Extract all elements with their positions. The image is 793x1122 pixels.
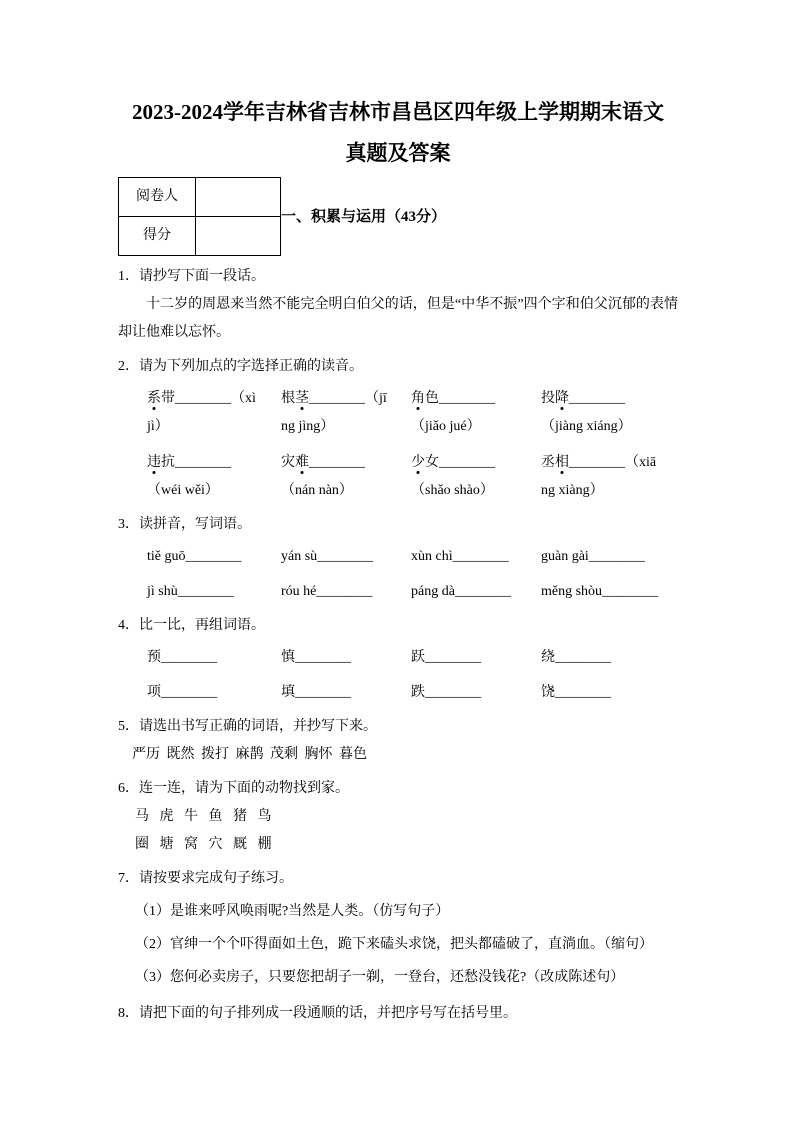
answer-blank: ________: [317, 549, 374, 564]
answer-blank: ________: [569, 455, 625, 470]
pinyin-option: （shǎo shào）: [411, 483, 494, 498]
page-title-line2: 真题及答案: [345, 141, 451, 165]
pinyin-option: （xì: [231, 391, 256, 406]
question-1-passage: 十二岁的周恩来当然不能完全明白伯父的话，但是“中华不振”四个字和伯父沉郁的表情却让他难以忘怀。: [118, 297, 678, 340]
pinyin-choice-cell: [281, 449, 411, 505]
question-5: [118, 713, 678, 769]
compare-word-cell: [541, 679, 678, 707]
compare-word-cell: [411, 644, 541, 672]
question-6: [118, 775, 678, 859]
pinyin-write-cell: [147, 578, 281, 606]
question-1: [118, 263, 678, 347]
pinyin-choice-line1: [147, 449, 281, 477]
character: 项: [147, 685, 161, 700]
compare-word-cell: [541, 644, 678, 672]
pinyin-text: jì shù: [147, 584, 178, 599]
dotted-word: 违抗: [147, 455, 175, 470]
pinyin-choice-cell: [411, 385, 541, 441]
pinyin-option: （nán nàn）: [281, 483, 353, 498]
question-8-prompt: 8．请把下面的句子排列成一段通顺的话，并把序号写在括号里。: [118, 1006, 517, 1021]
pinyin-choice-line1: [147, 385, 281, 413]
answer-blank: ________: [309, 455, 365, 470]
question-1-prompt: 1．请抄写下面一段话。: [118, 269, 265, 284]
answer-blank: ________: [569, 391, 625, 406]
answer-blank: ________: [175, 391, 231, 406]
pinyin-text: měng shòu: [541, 584, 603, 599]
answer-blank: ________: [175, 455, 231, 470]
pinyin-choice-row: [147, 449, 678, 505]
pinyin-choice-cell: [147, 385, 281, 441]
character: 绕: [541, 650, 555, 665]
pinyin-write-cell: [281, 543, 411, 571]
score-table-row: [119, 178, 281, 217]
dotted-word: 灾难: [281, 455, 309, 470]
pinyin-choice-line1: [281, 385, 411, 413]
pinyin-text: guàn gài: [541, 549, 589, 564]
section-1-heading: 一、积累与运用（43分）: [281, 209, 447, 225]
answer-blank: ________: [425, 685, 481, 700]
compare-word-cell: [147, 644, 281, 672]
compare-word-row: [147, 679, 678, 707]
compare-word-row: [147, 644, 678, 672]
character: 跃: [411, 650, 425, 665]
question-3: [118, 511, 678, 606]
dotted-word: 投降: [541, 391, 569, 406]
pinyin-option: （xiā: [625, 455, 657, 470]
compare-word-cell: [411, 679, 541, 707]
dotted-word: 系带: [147, 391, 175, 406]
word-choices: 严历 既然 拨打 麻鹊 茂剩 胸怀 暮色: [132, 747, 367, 762]
pinyin-write-row: [147, 578, 678, 606]
pinyin-option: （jī: [365, 391, 387, 406]
question-6-prompt: 6．连一连，请为下面的动物找到家。: [118, 781, 349, 796]
pinyin-text: xùn chì: [411, 549, 453, 564]
question-4: [118, 612, 678, 707]
pinyin-choice-line1: [411, 385, 541, 413]
pinyin-choice-line1: [281, 449, 411, 477]
pinyin-text: tiě guō: [147, 549, 186, 564]
pinyin-choice-cell: [411, 449, 541, 505]
score-table-row: [119, 217, 281, 256]
answer-blank: ________: [602, 584, 659, 599]
answer-blank: ________: [454, 584, 511, 599]
pinyin-option: jì）: [147, 419, 169, 434]
answer-blank: ________: [316, 584, 373, 599]
pinyin-choice-line1: [411, 449, 541, 477]
answer-blank: ________: [555, 650, 611, 665]
page-title: [118, 92, 678, 174]
character: 慎: [281, 650, 295, 665]
question-7-item-1: （1）是谁来呼风唤雨呢?当然是人类。（仿写句子）: [135, 904, 450, 919]
score-table-grader-label: 阅卷人: [119, 178, 196, 217]
animals-line: 马 虎 牛 鱼 猪 鸟: [135, 809, 272, 824]
pinyin-write-cell: [541, 578, 678, 606]
score-block: [118, 177, 678, 257]
character: 跌: [411, 685, 425, 700]
pinyin-choice-cell: [541, 449, 678, 505]
question-7-prompt: 7．请按要求完成句子练习。: [118, 871, 293, 886]
score-table-score-value-cell: [196, 217, 281, 256]
pinyin-choice-cell: [541, 385, 678, 441]
answer-blank: ________: [439, 391, 495, 406]
pinyin-option: ng jìng）: [281, 419, 335, 434]
answer-blank: ________: [309, 391, 365, 406]
dotted-word: 角色: [411, 391, 439, 406]
question-4-prompt: 4．比一比，再组词语。: [118, 618, 265, 633]
score-table-score-label: 得分: [119, 217, 196, 256]
pinyin-option: （jiàng xiáng）: [541, 419, 632, 434]
pinyin-choice-row: [147, 385, 678, 441]
answer-blank: ________: [425, 650, 481, 665]
answer-blank: ________: [588, 549, 645, 564]
question-7: [118, 865, 678, 992]
pinyin-write-cell: [541, 543, 678, 571]
character: 填: [281, 685, 295, 700]
dotted-word: 丞相: [541, 455, 569, 470]
score-table: [118, 177, 281, 256]
pinyin-option: （wéi wěi）: [147, 483, 219, 498]
pinyin-choice-line1: [541, 385, 678, 413]
pinyin-write-cell: [411, 543, 541, 571]
question-7-item-3: （3）您何必卖房子，只要您把胡子一剃，一登台，还愁没钱花?（改成陈述句）: [135, 970, 625, 985]
question-3-prompt: 3．读拼音，写词语。: [118, 517, 251, 532]
question-8: [118, 1000, 678, 1028]
answer-blank: ________: [161, 685, 217, 700]
pinyin-choice-cell: [147, 449, 281, 505]
pinyin-text: róu hé: [281, 584, 317, 599]
compare-word-cell: [147, 679, 281, 707]
pinyin-option: （jiǎo jué）: [411, 419, 481, 434]
pinyin-write-cell: [281, 578, 411, 606]
dotted-word: 少女: [411, 455, 439, 470]
answer-blank: ________: [555, 685, 611, 700]
pinyin-write-cell: [411, 578, 541, 606]
answer-blank: ________: [177, 584, 234, 599]
pinyin-option: ng xiàng）: [541, 483, 604, 498]
answer-blank: ________: [161, 650, 217, 665]
answer-blank: ________: [439, 455, 495, 470]
page-title-line1: 2023-2024学年吉林省吉林市昌邑区四年级上学期期末语文: [132, 100, 664, 124]
question-7-item-2: （2）官绅一个个吓得面如土色，跪下来磕头求饶，把头都磕破了，直淌血。（缩句）: [135, 937, 653, 952]
pinyin-text: páng dà: [411, 584, 455, 599]
compare-word-cell: [281, 644, 411, 672]
question-2-prompt: 2．请为下列加点的字选择正确的读音。: [118, 359, 363, 374]
homes-line: 圈 塘 窝 穴 厩 棚: [135, 837, 272, 852]
score-table-grader-value-cell: [196, 178, 281, 217]
dotted-word: 根茎: [281, 391, 309, 406]
character: 预: [147, 650, 161, 665]
question-5-prompt: 5．请选出书写正确的词语，并抄写下来。: [118, 719, 377, 734]
answer-blank: ________: [295, 685, 351, 700]
pinyin-write-row: [147, 543, 678, 571]
compare-word-cell: [281, 679, 411, 707]
character: 饶: [541, 685, 555, 700]
pinyin-choice-cell: [281, 385, 411, 441]
question-2: [118, 353, 678, 505]
answer-blank: ________: [185, 549, 242, 564]
pinyin-choice-line1: [541, 449, 678, 477]
pinyin-write-cell: [147, 543, 281, 571]
pinyin-text: yán sù: [281, 549, 318, 564]
answer-blank: ________: [295, 650, 351, 665]
answer-blank: ________: [452, 549, 509, 564]
